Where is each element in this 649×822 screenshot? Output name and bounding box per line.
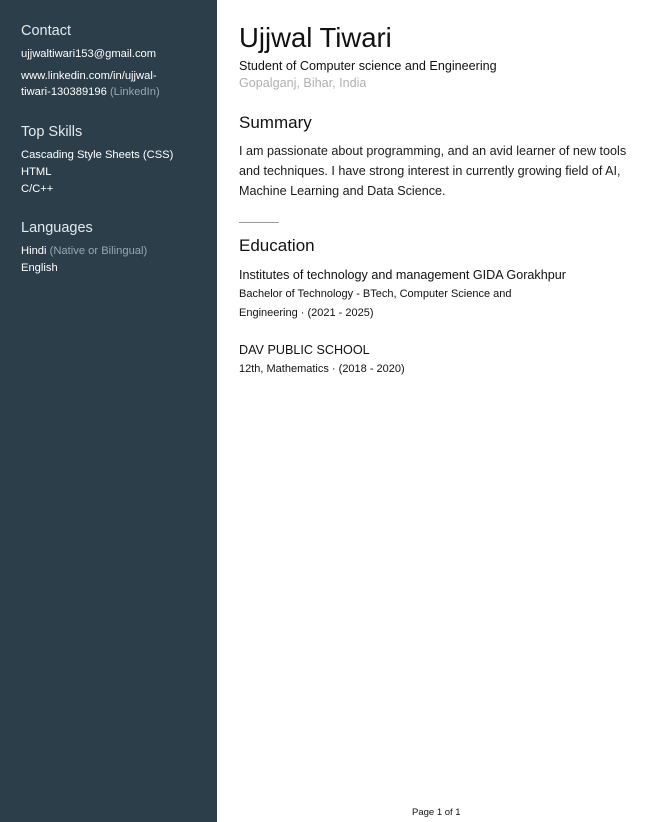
languages-heading: Languages	[21, 220, 93, 236]
language-name: English	[21, 262, 58, 274]
school-name: Institutes of technology and management GIDA Gorakhpur	[239, 268, 566, 282]
linkedin-url-line2[interactable]: tiwari-130389196	[21, 85, 107, 98]
linkedin-link[interactable]	[21, 69, 206, 100]
education-entry	[239, 341, 539, 379]
linkedin-url-line1[interactable]: www.linkedin.com/in/ujjwal-	[21, 70, 157, 82]
degree-detail: 12th, Mathematics · (2018 - 2020)	[239, 363, 405, 375]
education-heading: Education	[239, 236, 315, 255]
headline: Student of Computer science and Engineering	[239, 59, 497, 73]
language-item	[21, 243, 206, 260]
linkedin-suffix: (LinkedIn)	[109, 85, 160, 98]
location: Gopalganj, Bihar, India	[239, 76, 367, 90]
contact-heading: Contact	[21, 23, 71, 39]
language-level: (Native or Bilingual)	[49, 245, 148, 257]
email-link[interactable]: ujjwaltiwari153@gmail.com	[21, 48, 157, 60]
summary-heading: Summary	[239, 113, 312, 132]
top-skills-heading: Top Skills	[21, 124, 83, 140]
page-number: Page 1 of 1	[412, 807, 461, 818]
education-entry	[239, 266, 599, 323]
school-name: DAV PUBLIC SCHOOL	[239, 343, 370, 357]
sidebar	[0, 0, 217, 822]
skill-item: HTML	[21, 166, 52, 178]
language-item	[21, 260, 206, 277]
language-name: Hindi	[21, 245, 47, 257]
degree-detail: Bachelor of Technology - BTech, Computer Science and Engineering · (2021 - 2025)	[239, 288, 512, 319]
contact-section	[21, 22, 206, 100]
languages-section	[21, 219, 206, 277]
skill-item: C/C++	[21, 183, 54, 195]
person-name: Ujjwal Tiwari	[239, 22, 392, 53]
skill-item: Cascading Style Sheets (CSS)	[21, 149, 174, 161]
section-divider	[239, 222, 279, 223]
top-skills-section	[21, 123, 206, 198]
summary-text: I am passionate about programming, and an avid learner of new tools and techniques. I have strong interest in currently growing field of AI, Machine Learning and Data Science.	[239, 144, 627, 198]
